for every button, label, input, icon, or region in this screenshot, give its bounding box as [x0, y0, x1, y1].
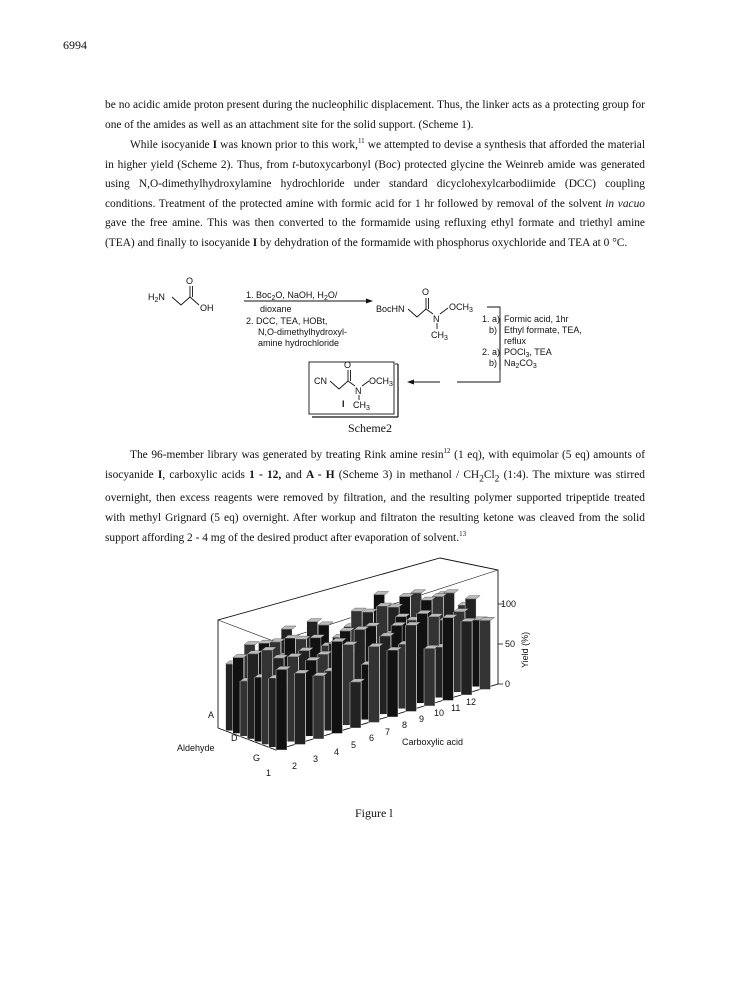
reagent-line: dioxane: [260, 304, 292, 314]
bar-top: [387, 647, 402, 650]
text-run: gave the free amine. This was then converted to the formamide using refluxing ethyl formate and triethyl amine (TEA) and finally to isocyanide: [105, 217, 645, 249]
chem-label: $H_2N$: [148, 292, 165, 304]
text-run: While isocyanide: [130, 139, 213, 151]
step2-conditions: [407, 307, 582, 385]
bar: [418, 623, 429, 678]
bar-top: [365, 623, 380, 626]
bar-top: [269, 675, 284, 678]
bar-top: [263, 643, 278, 646]
chem-label: O: [422, 287, 430, 297]
bar-top: [247, 651, 262, 654]
chem-label: OH: [200, 303, 214, 313]
x-tick-label: 4: [334, 747, 340, 757]
isocyanide-product-box: [309, 360, 398, 417]
bar: [387, 650, 398, 717]
chem-label: $CH_3$: [353, 400, 370, 412]
bar: [414, 630, 425, 690]
bar: [384, 634, 395, 703]
bar-top: [435, 644, 450, 647]
bar-top: [262, 647, 277, 650]
bar-top: [340, 628, 355, 631]
bar-top: [377, 603, 392, 606]
bar: [333, 637, 344, 708]
bar-top: [259, 640, 274, 643]
bar-top: [324, 668, 339, 671]
bar-top: [428, 614, 443, 617]
bar-top: [310, 635, 325, 638]
reference-superscript: 13: [459, 529, 467, 538]
bar-top: [447, 627, 462, 630]
bar-top: [244, 642, 259, 645]
bar: [410, 629, 421, 700]
condition-number: b): [489, 325, 498, 335]
bar-top: [343, 642, 358, 645]
compound-label: I: [157, 468, 163, 481]
bar: [354, 630, 365, 717]
reagent-line: 2. DCC, TEA, HOBt,: [246, 316, 328, 326]
bar-top: [391, 622, 406, 625]
compound-label: I: [212, 139, 218, 151]
bar: [454, 612, 465, 693]
bar: [465, 599, 476, 684]
bar: [472, 620, 483, 687]
bar-top: [350, 679, 365, 682]
bar: [314, 652, 325, 714]
bar-top: [300, 648, 315, 651]
bar: [370, 645, 381, 698]
condition-text: reflux: [504, 336, 527, 346]
bar: [439, 620, 450, 687]
bar: [411, 593, 422, 676]
x-tick-label: 11: [451, 703, 461, 713]
bar-top: [266, 664, 281, 667]
reference-superscript: 12: [443, 447, 451, 456]
bar-top: [451, 618, 466, 621]
bar-top: [354, 626, 369, 629]
reagent-line: 1. Boc$_2$O, NaOH, $H_2O/$: [246, 290, 338, 302]
bar: [280, 682, 291, 740]
bar-top: [254, 674, 269, 677]
bar: [287, 657, 298, 742]
bar-top: [398, 641, 413, 644]
chem-label: BocHN: [376, 304, 405, 314]
bar: [276, 670, 287, 751]
bar: [343, 645, 354, 726]
bar: [226, 664, 237, 731]
bar: [251, 668, 262, 728]
bar-top: [307, 619, 322, 622]
bar-top: [306, 657, 321, 660]
bar: [369, 647, 380, 723]
chem-label: $OCH_3$: [369, 376, 393, 388]
bar: [269, 678, 280, 747]
chem-label: $CH_3$: [431, 330, 448, 342]
bar: [425, 605, 436, 681]
bar-top: [287, 653, 302, 656]
bar: [332, 642, 343, 734]
bar-top: [402, 642, 417, 645]
bar: [444, 593, 455, 676]
bar: [347, 652, 358, 714]
bar-top: [411, 590, 426, 593]
text-run: was known prior to this work,: [217, 139, 358, 151]
bar: [325, 653, 336, 706]
bar-top: [444, 590, 459, 593]
text-run: and: [281, 468, 306, 481]
bar-top: [313, 673, 328, 676]
bar: [307, 622, 318, 712]
bar: [424, 649, 435, 707]
bar: [310, 638, 321, 725]
bar: [443, 618, 454, 701]
z-tick-label: 100: [501, 599, 517, 609]
z-tick-label: 0: [505, 679, 511, 689]
italic-text: in vacuo: [605, 197, 646, 210]
text-run: we attempted to devise a synthesis that afforded the material in higher yield (Scheme 2). Thus, from: [105, 139, 645, 171]
bar-top: [439, 617, 454, 620]
bar-top: [299, 648, 314, 651]
bar: [480, 621, 491, 690]
bar-top: [240, 678, 255, 681]
bar-top: [337, 635, 352, 638]
bar: [233, 658, 244, 734]
bar: [288, 650, 299, 717]
bar: [365, 626, 376, 709]
x-tick-label: 7: [385, 727, 391, 737]
bar-top: [328, 641, 343, 644]
subscript: 2: [479, 473, 484, 484]
bar: [402, 645, 413, 698]
bar: [313, 676, 324, 739]
bar: [398, 644, 409, 708]
z-axis-label: Yield (%): [520, 631, 530, 668]
bar-top: [295, 670, 310, 673]
bar-top: [355, 618, 370, 621]
bar-top: [281, 626, 296, 629]
compound-label: I: [342, 399, 345, 409]
bar: [391, 626, 402, 707]
text-run: Cl: [483, 468, 495, 481]
condition-number: 2. a): [482, 347, 501, 357]
y-tick-label: D: [231, 733, 238, 743]
compound-range: A - H: [306, 468, 335, 481]
chem-label: N: [355, 386, 362, 396]
bar-top: [314, 649, 329, 652]
condition-number: 1. a): [482, 314, 501, 324]
step1-reagents: [244, 290, 373, 348]
y-axis-label: Aldehyde: [177, 743, 215, 753]
bar-top: [388, 604, 403, 607]
weinreb-amide-structure: [376, 287, 473, 342]
bar-top: [410, 626, 425, 629]
reagent-line: N,O-dimethylhydroxyl-: [258, 327, 348, 337]
bar-top: [344, 624, 359, 627]
condition-text: Formic acid, 1hr: [504, 314, 569, 324]
bar: [428, 617, 439, 695]
bar: [240, 681, 251, 736]
bar: [461, 621, 472, 695]
bar-top: [458, 602, 473, 605]
scheme-caption: Scheme2: [348, 421, 392, 435]
text-run: , carboxylic acids: [162, 468, 250, 481]
bar-top: [436, 592, 451, 595]
bar-top: [407, 617, 422, 620]
bar-top: [392, 609, 407, 612]
bar-top: [424, 645, 439, 648]
text-run: (Scheme 3) in methanol / CH: [334, 468, 480, 481]
bar-top: [465, 596, 480, 599]
bar-top: [270, 639, 285, 642]
bar: [306, 660, 317, 736]
paragraph-text: be no acidic amide proton present during the nucleophilic displacement. Thus, the linker acts as a protecting group for one of the amides as well as an attachment site for the solid support. (Scheme 1).: [105, 99, 645, 131]
text-run: (1 eq), with equimolar (5 eq) amounts of isocyanide: [105, 449, 645, 481]
x-tick-label: 12: [466, 697, 477, 707]
reference-superscript: 11: [357, 137, 365, 146]
bar: [429, 606, 440, 670]
bar-top: [277, 653, 292, 656]
bar-top: [333, 634, 348, 637]
bar-top: [380, 633, 395, 636]
bar: [355, 621, 366, 692]
bar: [377, 606, 388, 700]
bar-top: [480, 617, 495, 620]
bar-top: [233, 654, 248, 657]
bar-top: [373, 662, 388, 665]
bar: [244, 645, 255, 726]
bar: [358, 642, 369, 706]
bar: [263, 646, 274, 720]
chem-label: CN: [314, 376, 327, 386]
chem-label: $OCH_3$: [449, 302, 473, 314]
bar-top: [425, 602, 440, 605]
bar: [435, 647, 446, 698]
bar-top: [429, 603, 444, 606]
x-tick-label: 3: [313, 754, 319, 764]
bar-top: [362, 609, 377, 612]
bar: [291, 680, 302, 731]
bar: [436, 595, 447, 673]
condition-text: Ethyl formate, TEA,: [504, 325, 582, 335]
x-tick-label: 1: [266, 768, 272, 778]
chem-label: O: [344, 360, 352, 370]
bar-top: [288, 647, 303, 650]
condition-number: b): [489, 358, 498, 368]
x-tick-label: 9: [419, 714, 425, 724]
bar: [303, 667, 314, 722]
bar: [247, 654, 258, 739]
bar: [321, 646, 332, 717]
glycine-structure: [148, 276, 214, 313]
bar: [407, 620, 418, 687]
bar-top: [418, 620, 433, 623]
italic-text: t: [292, 158, 296, 171]
bar-top: [347, 649, 362, 652]
bar-top: [325, 650, 340, 653]
condition-text: POCl$_3$, TEA: [504, 347, 552, 359]
bar: [388, 607, 399, 692]
paragraph-intro: [105, 96, 645, 135]
x-tick-label: 2: [292, 761, 298, 771]
bar-top: [280, 678, 295, 681]
bar: [361, 665, 372, 720]
bar-top: [291, 677, 306, 680]
bar: [281, 629, 292, 714]
bar: [328, 644, 339, 720]
bar-top: [317, 651, 332, 654]
bar: [340, 631, 351, 712]
text-run: by dehydration of the formamide with phosphorus oxychloride and TEA at 0 °C.: [257, 236, 628, 249]
bar-top: [276, 666, 291, 669]
bar: [374, 595, 385, 687]
x-tick-label: 8: [402, 720, 408, 730]
bar-top: [369, 643, 384, 646]
bar-top: [332, 638, 347, 641]
x-tick-label: 10: [434, 708, 445, 718]
x-axis-label: Carboxylic acid: [402, 737, 464, 747]
bar: [344, 627, 355, 701]
bar-top: [461, 618, 476, 621]
bar-top: [384, 631, 399, 634]
subscript: 2: [494, 473, 500, 484]
bar-top: [296, 636, 311, 639]
condition-text: $Na_2CO_3$: [504, 358, 537, 370]
bar: [296, 639, 307, 720]
figure-1-3d-bar-chart: [177, 558, 530, 778]
bar-top: [421, 597, 436, 600]
bar: [318, 625, 329, 703]
bar-top: [395, 614, 410, 617]
bar: [392, 612, 403, 681]
chem-label: N: [433, 314, 440, 324]
bar-top: [399, 593, 414, 596]
bar-top: [381, 624, 396, 627]
paragraph-synthesis: [105, 136, 645, 254]
bar-top: [358, 638, 373, 641]
bar-top: [273, 655, 288, 658]
bar: [421, 600, 432, 692]
bar-top: [472, 617, 487, 620]
bar: [458, 605, 469, 681]
bar: [295, 673, 306, 744]
z-tick-label: 50: [505, 639, 516, 649]
page-number: 6994: [63, 38, 87, 52]
bar: [273, 658, 284, 736]
text-run: The 96-member library was generated by treating Rink amine resin: [130, 449, 444, 461]
bar: [447, 630, 458, 690]
bar: [351, 611, 362, 703]
x-tick-label: 5: [351, 740, 357, 750]
bar-top: [417, 610, 432, 613]
compound-label: I: [252, 236, 258, 249]
bar: [284, 638, 295, 728]
x-tick-label: 6: [369, 733, 375, 743]
bar: [399, 597, 410, 684]
bar: [380, 636, 391, 714]
bar-top: [454, 609, 469, 612]
bar: [277, 656, 288, 725]
y-tick-label: G: [253, 753, 261, 763]
bar-top: [414, 627, 429, 630]
figure-caption: Figure l: [355, 806, 393, 820]
bar: [362, 612, 373, 695]
chem-label: O: [186, 276, 194, 286]
text-run: -butoxycarbonyl (Boc) protected glycine the Weinreb amide was generated using N,O-dimethylhydroxylamine hydrochloride under standard dicyclohexylcarbodiimide (DCC) coupling conditions. Treatment of the protected amine with formic acid for 1 hr followed by removal of the solvent: [105, 158, 646, 210]
bar-top: [432, 593, 447, 596]
bar: [451, 621, 462, 679]
bar: [395, 617, 406, 695]
bar-top: [318, 622, 333, 625]
bar-top: [226, 661, 241, 664]
bar: [432, 597, 443, 684]
bar: [259, 643, 270, 730]
bar: [266, 667, 277, 734]
bar: [381, 627, 392, 689]
bar-top: [303, 664, 318, 667]
bar: [300, 651, 311, 709]
bar: [317, 654, 328, 728]
bar: [262, 650, 273, 744]
bar: [350, 682, 361, 728]
bar: [254, 677, 265, 741]
reagent-line: amine hydrochloride: [258, 338, 340, 348]
bar: [373, 666, 384, 712]
bar-top: [336, 653, 351, 656]
bar: [336, 656, 347, 723]
bar-top: [351, 608, 366, 611]
bar-top: [284, 635, 299, 638]
bar: [270, 642, 281, 723]
bar-top: [443, 615, 458, 618]
bar: [406, 625, 417, 711]
bar-top: [406, 622, 421, 625]
y-tick-label: A: [208, 710, 215, 720]
bar: [324, 671, 335, 731]
bar: [299, 651, 310, 734]
compound-range: 1 - 12,: [249, 468, 282, 481]
bar: [417, 614, 428, 704]
bar: [337, 638, 348, 698]
bar-top: [251, 665, 266, 668]
text-run: (1:4). The mixture was stirred overnight, then excess reagents were removed by filtration, and the resulting polymer supported tripeptide treated with methyl Grignard (5 eq) overnight. After workup and filtraton the resulting ketone was cleaved from the solid support affording 2 - 4 mg of the desired product after evaporation of solvent.: [105, 468, 645, 544]
bar-top: [370, 642, 385, 645]
bar-top: [321, 643, 336, 646]
paragraph-library: [105, 446, 645, 548]
bar-top: [374, 592, 389, 595]
bar-top: [361, 661, 376, 664]
bar-group: [226, 590, 495, 750]
